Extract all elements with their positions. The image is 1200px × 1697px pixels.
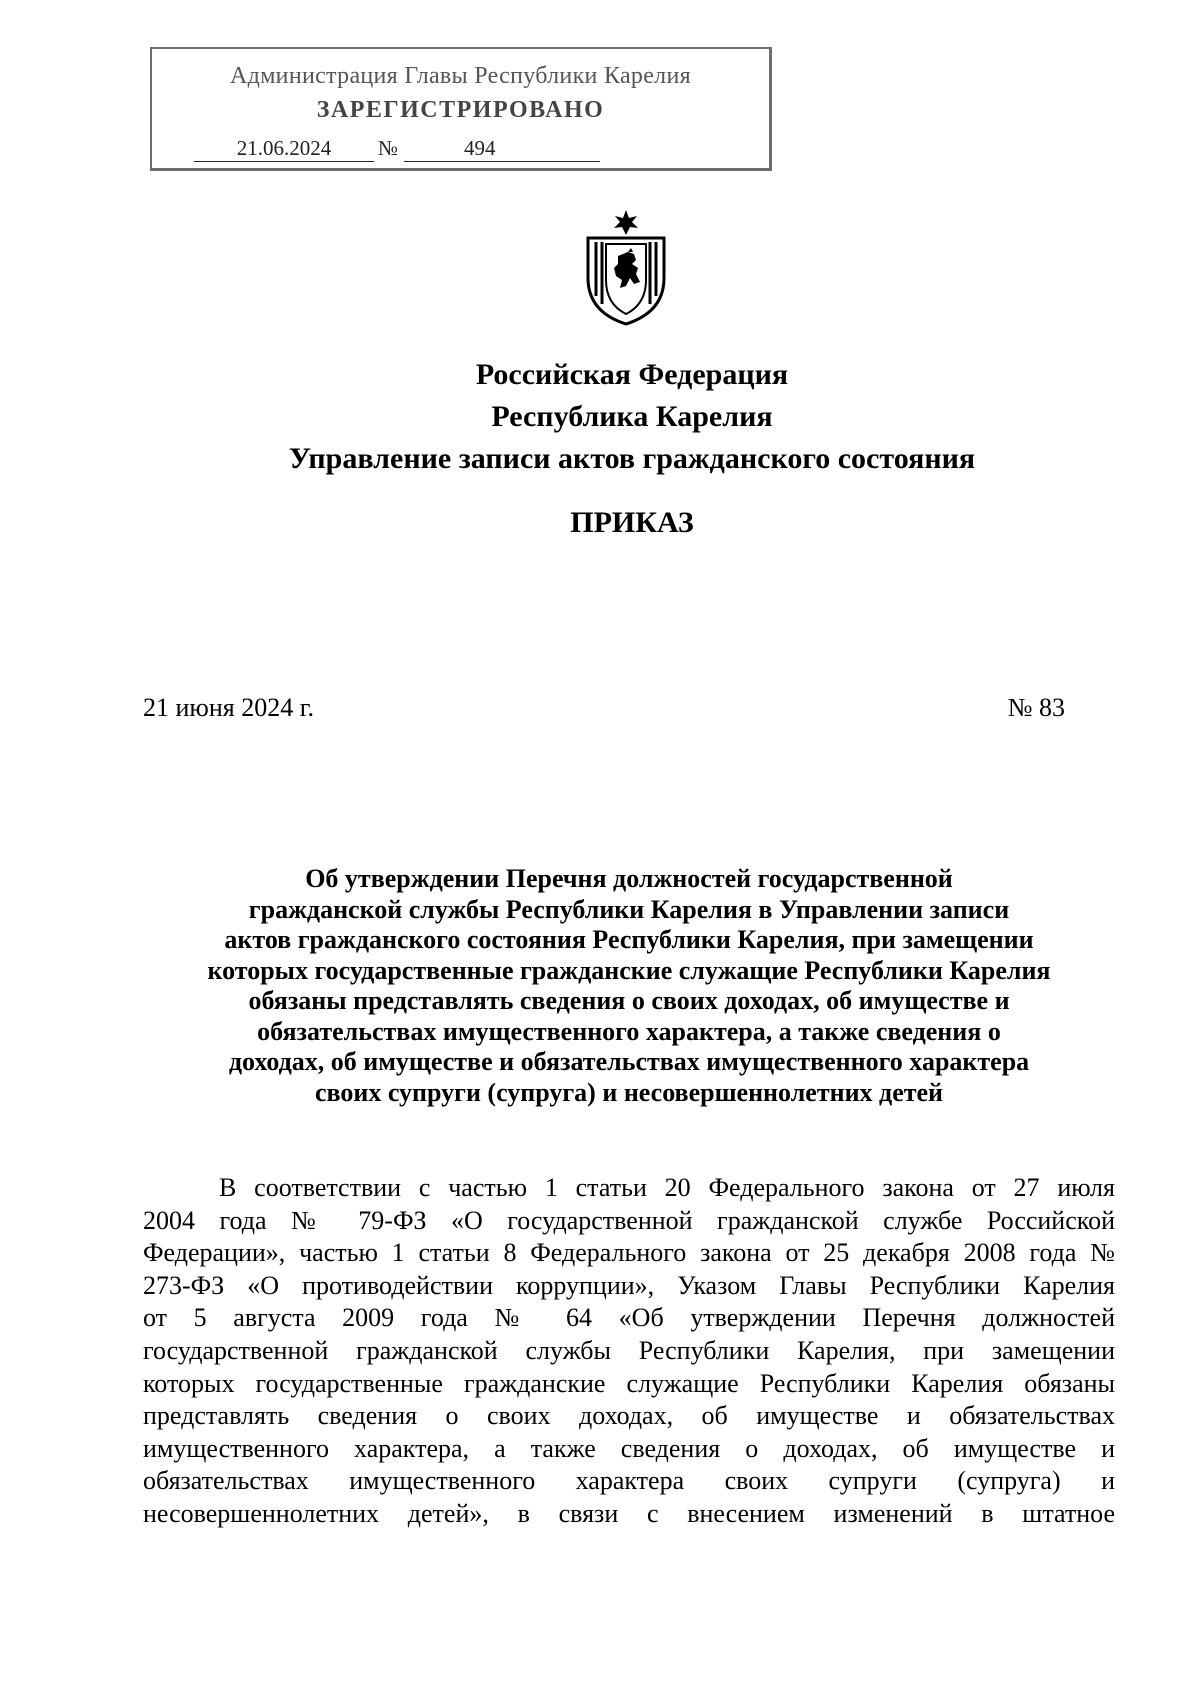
body-line: В соответствии с частью 1 статьи 20 Федерального закона от 27 июля [219, 1173, 1115, 1202]
stamp-date: 21.06.2024 [194, 135, 374, 162]
stamp-authority: Администрация Главы Республики Карелия [230, 63, 691, 89]
title-line: которых государственные гражданские служащие Республики Карелия [207, 955, 1051, 985]
body-line: которых государственные гражданские служащие Республики Карелия обязаны [143, 1368, 1115, 1398]
body-line: от 5 августа 2009 года № 64 «Об утверждении Перечня должностей [143, 1303, 1115, 1333]
karelia-coat-of-arms-icon [582, 208, 670, 326]
stamp-number: 494 [404, 135, 600, 162]
header-region: Республика Карелия [491, 400, 773, 433]
title-line: гражданской службы Республики Карелия в Управлении записи [248, 894, 1010, 924]
body-line: обязательствах имущественного характера своих супруги (супруга) и [143, 1466, 1115, 1496]
body-line: имущественного характера, а также сведения о доходах, об имуществе и [143, 1433, 1115, 1463]
body-line: 273-ФЗ «О противодействии коррупции», Указом Главы Республики Карелия [143, 1270, 1115, 1300]
order-date: 21 июня 2024 г. [143, 693, 314, 722]
body-line: 2004 года № 79-ФЗ «О государственной гражданской службе Российской [143, 1205, 1115, 1235]
title-line: обязательствах имущественного характера, а также сведения о [257, 1016, 1001, 1046]
order-title [143, 864, 1115, 1108]
header-agency: Управление записи актов гражданского состояния [288, 442, 976, 475]
header-country: Российская Федерация [475, 358, 789, 391]
document-type: ПРИКАЗ [570, 506, 694, 539]
body-line: государственной гражданской службы Республики Карелия, при замещении [143, 1335, 1115, 1365]
order-number: № 83 [1007, 693, 1065, 722]
stamp-status: ЗАРЕГИСТРИРОВАНО [316, 97, 605, 123]
title-line: актов гражданского состояния Республики Карелия, при замещении [224, 925, 1034, 954]
order-body [143, 1172, 1115, 1531]
body-line: представлять сведения о своих доходах, об имуществе и обязательствах [143, 1401, 1115, 1431]
title-line: обязаны представлять сведения о своих доходах, об имуществе и [248, 986, 1010, 1015]
body-line: Федерации», частью 1 статьи 8 Федерального закона от 25 декабря 2008 года № [143, 1238, 1115, 1268]
title-line: Об утверждении Перечня должностей государственной [305, 864, 953, 893]
registration-stamp [150, 47, 772, 171]
title-line: доходах, об имуществе и обязательствах имущественного характера [228, 1047, 1030, 1076]
title-line: своих супруги (супруга) и несовершеннолетних детей [314, 1077, 944, 1107]
body-line: несовершеннолетних детей», в связи с внесением изменений в штатное [143, 1498, 1115, 1528]
stamp-number-label: № [378, 136, 399, 160]
